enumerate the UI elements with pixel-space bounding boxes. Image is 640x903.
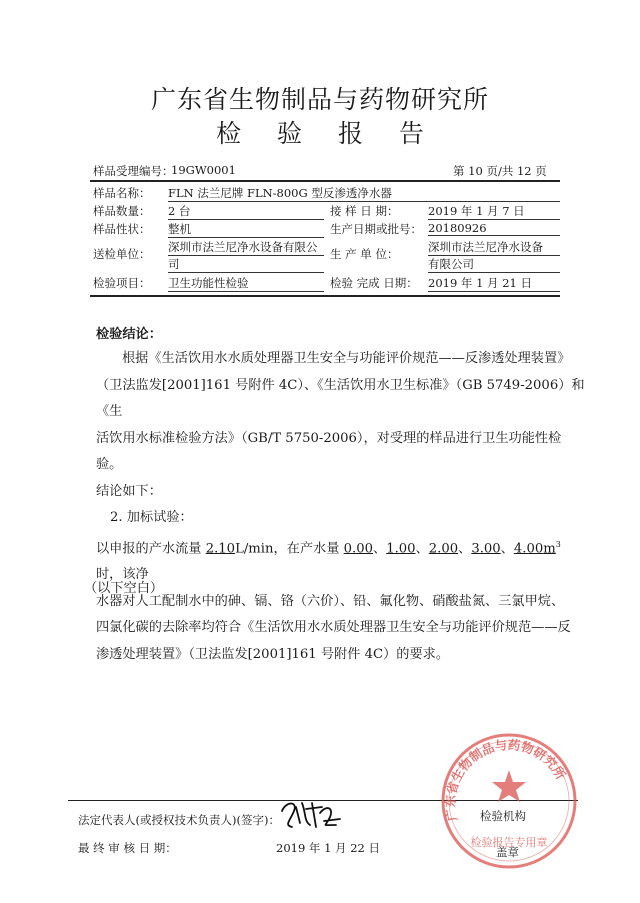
svg-text:广东省生物制品与药物研究所: 广东省生物制品与药物研究所 bbox=[442, 737, 569, 823]
maker-value-line2: 有限公司 bbox=[428, 256, 560, 273]
sender-value-line1: 深圳市法兰尼净水设备有限公 bbox=[168, 239, 324, 256]
receive-date-value: 2019 年 1 月 7 日 bbox=[428, 203, 560, 220]
sample-name-value: FLN 法兰尼牌 FLN-800G 型反渗透净水器 bbox=[168, 185, 560, 202]
item2-text-c: 时，该净 bbox=[96, 567, 149, 583]
para1-line3: 活饮用水标准检验方法》（GB/T 5750-2006），对受理的样品进行卫生功能性检验。 bbox=[96, 430, 562, 472]
accept-no-label: 样品受理编号： bbox=[93, 164, 174, 178]
finish-date-label: 检验 完成 日期： bbox=[330, 276, 418, 290]
item2-heading: 2. 加标试验： bbox=[110, 510, 193, 525]
sep-2: 、 bbox=[415, 540, 429, 556]
info-bottom-divider bbox=[90, 295, 560, 297]
volume-2: 1.00 bbox=[386, 540, 416, 556]
item2-line1 bbox=[96, 532, 586, 589]
accept-no-value: 19GW0001 bbox=[171, 163, 236, 177]
seal-org-label: 检验机构 bbox=[480, 809, 526, 823]
sender-value-line2: 司 bbox=[168, 256, 324, 273]
item2-line3: 四氯化碳的去除率均符合《生活饮用水水质处理器卫生安全与功能评价规范——反 bbox=[96, 620, 571, 636]
report-title: 检 验 报 告 bbox=[216, 119, 438, 148]
finish-date-value: 2019 年 1 月 21 日 bbox=[428, 275, 560, 292]
batch-value: 20180926 bbox=[428, 221, 560, 236]
item2-text-b: L/min，在产水量 bbox=[235, 540, 344, 556]
para1-line4: 结论如下： bbox=[96, 483, 162, 499]
sep-1: 、 bbox=[373, 540, 387, 556]
para1-line2: （卫法监发[2001]161 号附件 4C）、《生活饮用水卫生标准》（GB 5749-2006）和《生 bbox=[96, 377, 585, 419]
signature-image bbox=[276, 795, 346, 833]
volume-3: 2.00 bbox=[428, 540, 459, 556]
page-info: 第 10 页/共 12 页 bbox=[453, 164, 547, 178]
sample-property-value: 整机 bbox=[168, 221, 324, 238]
svg-text:检验报告专用章: 检验报告专用章 bbox=[470, 836, 548, 849]
para1-line1: 根据《生活饮用水水质处理器卫生安全与功能评价规范——反渗透处理装置》 bbox=[122, 351, 571, 366]
unit-m: m bbox=[543, 540, 556, 556]
conclusion-heading: 检验结论： bbox=[96, 327, 162, 342]
maker-label: 生 产 单 位： bbox=[330, 247, 399, 261]
sample-qty-label: 样品数量： bbox=[93, 204, 151, 218]
flow-value: 2.10 bbox=[205, 540, 236, 556]
test-item-value: 卫生功能性检验 bbox=[168, 275, 324, 292]
maker-value-line1: 深圳市法兰尼净水设备 bbox=[428, 239, 560, 256]
sample-name-label: 样品名称： bbox=[93, 186, 151, 200]
final-review-date: 2019 年 1 月 22 日 bbox=[276, 841, 380, 855]
sender-label: 送检单位： bbox=[93, 247, 151, 261]
conclusion-paragraph bbox=[96, 346, 586, 668]
item2-text-a: 以申报的产水流量 bbox=[96, 540, 206, 556]
sample-qty-value: 2 台 bbox=[168, 203, 324, 220]
item2-line2: 水器对人工配制水中的砷、镉、铬（六价）、铅、氟化物、硝酸盐氮、三氯甲烷、 bbox=[96, 593, 565, 609]
top-divider bbox=[90, 180, 560, 182]
sample-property-label: 样品性状： bbox=[93, 222, 151, 236]
blank-note: （以下空白） bbox=[84, 581, 164, 596]
volume-1: 0.00 bbox=[343, 540, 373, 556]
volume-5: 4.00 bbox=[513, 540, 544, 556]
test-item-label: 检验项目： bbox=[93, 276, 151, 290]
sep-3: 、 bbox=[458, 540, 472, 556]
unit-sup: 3 bbox=[555, 539, 561, 549]
batch-label: 生产日期或批号： bbox=[330, 222, 422, 236]
final-review-label: 最 终 审 核 日 期： bbox=[78, 841, 177, 855]
seal-stamp-label: 盖章 bbox=[496, 845, 519, 859]
item2-line4: 渗透处理装置》（卫法监发[2001]161 号附件 4C）的要求。 bbox=[96, 646, 450, 662]
volume-4: 3.00 bbox=[471, 540, 501, 556]
receive-date-label: 接 样 日 期： bbox=[330, 204, 399, 218]
legal-rep-label: 法定代表人(或授权技术负责人)(签字)： bbox=[78, 813, 280, 827]
institute-title: 广东省生物制品与药物研究所 bbox=[150, 85, 489, 114]
sep-4: 、 bbox=[500, 540, 514, 556]
